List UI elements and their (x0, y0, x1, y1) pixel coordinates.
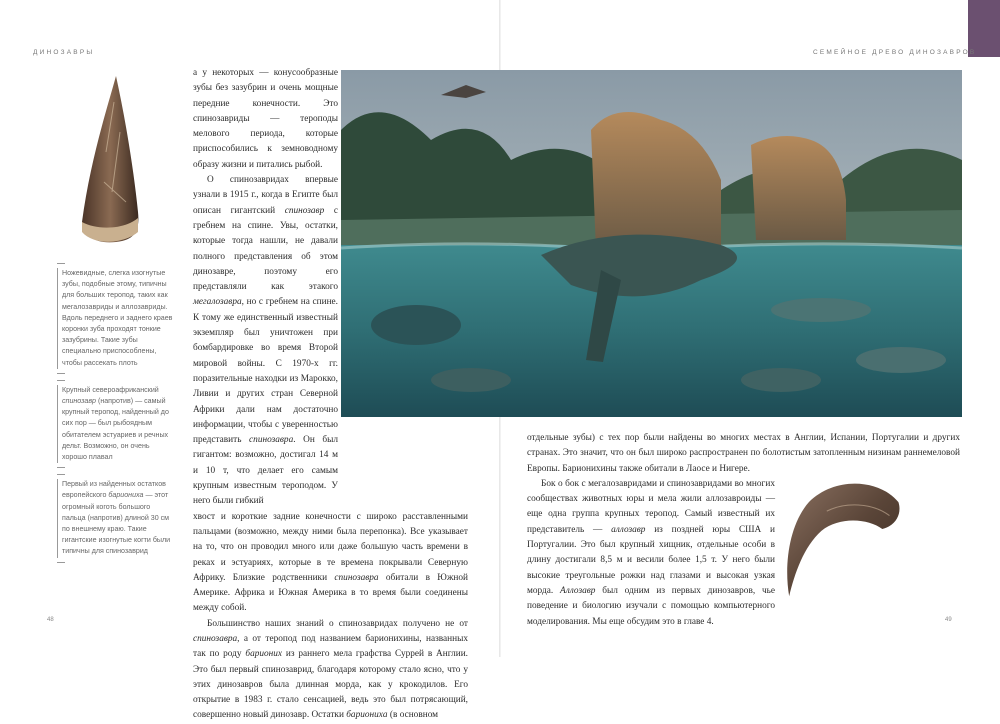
caption-text: Крупный североафриканский (62, 385, 159, 394)
caption-italic: спинозавр (62, 397, 96, 406)
text: , а от теропод под названием барионихины, названных так по роду (193, 633, 468, 660)
text: с гребнем на спине. Увы, остатки, которые тогда нашли, не давали полного представления об этом динозавре, поэтому его представляли как этакого (193, 205, 339, 293)
baryonyx-claw-image (782, 468, 902, 608)
text: из поздней юры США и Португалии. Это был крупный хищник, отдельные особи в длину достигали 8,5 м и весили более 1,5 т. У него были высокие треугольные рожки над глазами и высокая узкая морда. (527, 524, 775, 596)
italic-term: бариониxа (346, 710, 388, 721)
italic-term: спинозавра (334, 572, 379, 583)
captions-column (57, 268, 174, 574)
tooth-fossil-image (76, 72, 144, 248)
caption-text: (напротив) — самый крупный теропод, найденный до сих пор — был рыбоядным обитателем эстуариев и речных дельт. Возможно, он очень хорошо плавал (62, 397, 169, 462)
italic-term: мегалозавра (193, 297, 242, 308)
italic-term: бариониx (245, 649, 283, 660)
caption-text: Первый из найденных остатков европейского (62, 480, 166, 500)
text: Бок о бок с мегалозавридами и спинозавридами во многих сообществах животных юры и мела жили аллозавроиды — еще одна группа крупных теропод. Самый известный их представитель — (527, 478, 775, 535)
text: обитали в Южной Америке. Африка и Южная Америка в то время были соединены между собой. (193, 572, 468, 614)
italic-term: спинозавр (284, 205, 325, 216)
text: , но с гребнем на спине. К тому же единственный известный экземпляр был уничтожен при бомбардировке во время Второй мировой войны. С 1970-х гг. поразительные находки из Марокко, Ливии и других стран Северной Африки дали нам достаточно информации, чтобы с уверенностью представить (193, 297, 338, 446)
caption-spinosaurus (57, 385, 174, 463)
italic-term: аллозавр (611, 524, 646, 535)
paragraph: а у некоторых — конусообразные зубы без зазубрин и очень мощные передние конечности. Это спинозавриды — тероподы мелового периода, которые приспособились к земноводному образу жизни и питались рыбой. (193, 68, 338, 170)
body-text-right-column (527, 477, 775, 630)
caption-text: — этот огромный коготь большого пальца (напротив) длиной 30 см по внешнему краю. Такие гигантские изогнутые когти были типичны для спинозаврид (62, 491, 171, 556)
italic-term: Аллозавр (560, 585, 596, 596)
italic-term: спинозавра (193, 633, 238, 644)
text: Большинство наших знаний о спинозавридах получено не от (207, 618, 468, 629)
running-head-right: СЕМЕЙНОЕ ДРЕВО ДИНОЗАВРОВ (813, 49, 977, 56)
body-text-left-wide (193, 510, 468, 724)
spinosaurus-illustration (341, 70, 962, 417)
caption-baryonyx-claw (57, 479, 174, 557)
caption-italic: бариониxа (108, 491, 144, 500)
running-head-left: ДИНОЗАВРЫ (33, 49, 95, 56)
caption-text: Ножевидные, слегка изогнутые зубы, подобные этому, типичны для больших теропод, таких как мегалозавриды и аллозавриды. Вдоль переднего и заднего краев коронки зуба проходят тонкие зазубрины. Такие зубы специально приспособлены, чтобы рассекать плоть (62, 269, 173, 367)
text: из раннего мела графства Суррей в Англии. Это был первый спинозаврид, благодаря которому стало ясно, что у этих динозавров была длинная морда, как у крокодилов. Его открытие в 1983 г. стало сенсацией, ведь это был потрясающий, совершенно новый динозавр. Остатки (193, 649, 469, 721)
text: . Он был гигантом: возможно, достигал 14 м и 10 т, что делает его самым крупным известным тероподом. У него были гибкий (193, 435, 339, 507)
page-number-right: 49 (945, 617, 952, 623)
caption-tooth (57, 268, 174, 369)
paragraph: отдельные зубы) с тех пор были найдены во многих местах в Англии, Испании, Португалии и других странах. Это значит, что он был широко распространен по болотистым затопленным низинам раннемеловой Европы. Барионихины также обитали в Лаосе и Нигере. (527, 433, 960, 474)
text: О спинозавридах впервые узнали в 1915 г., когда в Египте был описан гигантский (193, 175, 338, 216)
text: был одним из первых динозавров, чье поведение и биологию изучали с помощью компьютерного моделирования. Мы еще обсудим это в главе 4. (527, 585, 775, 627)
italic-term: спинозавра (249, 435, 294, 446)
text: (в основном (387, 710, 439, 721)
body-text-left-column (193, 66, 338, 510)
page-number-left: 48 (47, 617, 54, 623)
text: хвост и короткие задние конечности с широко расставленными пальцами (возможно, между ними была перепонка). Все указывает на то, что он проводил много или даже большую часть времени в реках и эстуариях, которые в те времена покрывали Северную Африку. Близкие родственники (193, 511, 468, 583)
